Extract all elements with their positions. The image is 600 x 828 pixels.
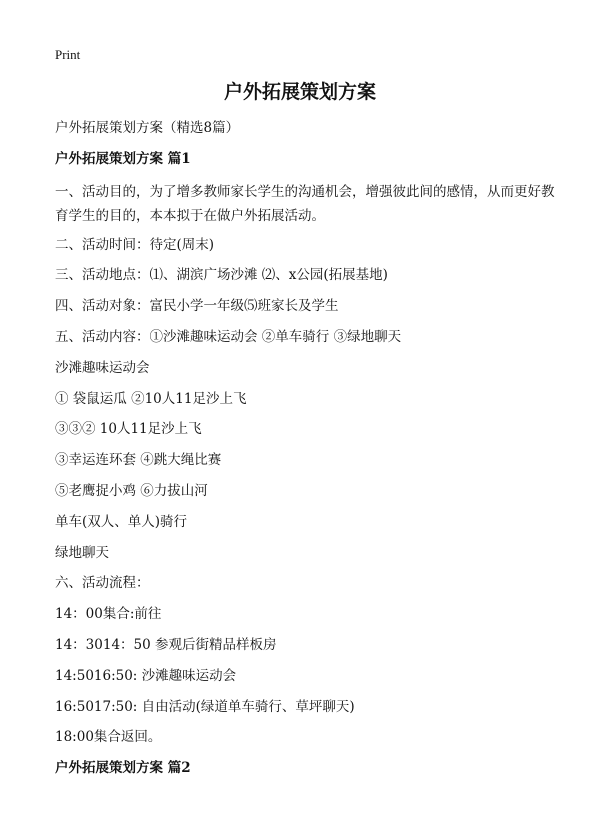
paragraph: 单车(双人、单人)骑行 — [55, 513, 188, 530]
paragraph: ⑤老鹰捉小鸡 ⑥力拔山河 — [55, 482, 208, 499]
paragraph: 沙滩趣味运动会 — [55, 359, 150, 376]
document-title: 户外拓展策划方案 — [223, 81, 376, 103]
paragraph: ③幸运连环套 ④跳大绳比赛 — [55, 452, 222, 469]
paragraph: 一、活动目的，为了增多教师家长学生的沟通机会，增强彼此间的感情，从而更好教育学生的目的，本本拟于在做户外拓展活动。 — [55, 183, 555, 224]
paragraph: 二、活动时间：待定(周末) — [55, 236, 215, 253]
paragraph: 绿地聊天 — [55, 544, 109, 561]
paragraph: ③③② 10人11足沙上飞 — [55, 421, 202, 438]
document-body — [55, 118, 555, 789]
paragraph: 18:00集合返回。 — [55, 729, 162, 746]
paragraph: 五、活动内容：①沙滩趣味运动会 ②单车骑行 ③绿地聊天 — [55, 328, 402, 345]
paragraph: 16:5017:50: 自由活动(绿道单车骑行、草坪聊天) — [55, 698, 355, 715]
paragraph: 14：00集合:前往 — [55, 606, 162, 623]
paragraph: 14:5016:50: 沙滩趣味运动会 — [55, 667, 237, 684]
paragraph: 六、活动流程： — [55, 575, 150, 592]
section-heading: 户外拓展策划方案 篇2 — [55, 760, 191, 777]
paragraph: 三、活动地点：⑴、湖滨广场沙滩 ⑵、x公园(拓展基地) — [55, 267, 388, 284]
print-link[interactable]: Print — [55, 47, 81, 62]
paragraph: 14：3014：50 参观后街精品样板房 — [55, 636, 277, 653]
paragraph: ① 袋鼠运瓜 ②10人11足沙上飞 — [55, 390, 247, 407]
paragraph: 四、活动对象：富民小学一年级⑸班家长及学生 — [55, 298, 339, 315]
document-subtitle: 户外拓展策划方案（精选8篇） — [55, 120, 240, 136]
section-heading: 户外拓展策划方案 篇1 — [55, 150, 191, 167]
